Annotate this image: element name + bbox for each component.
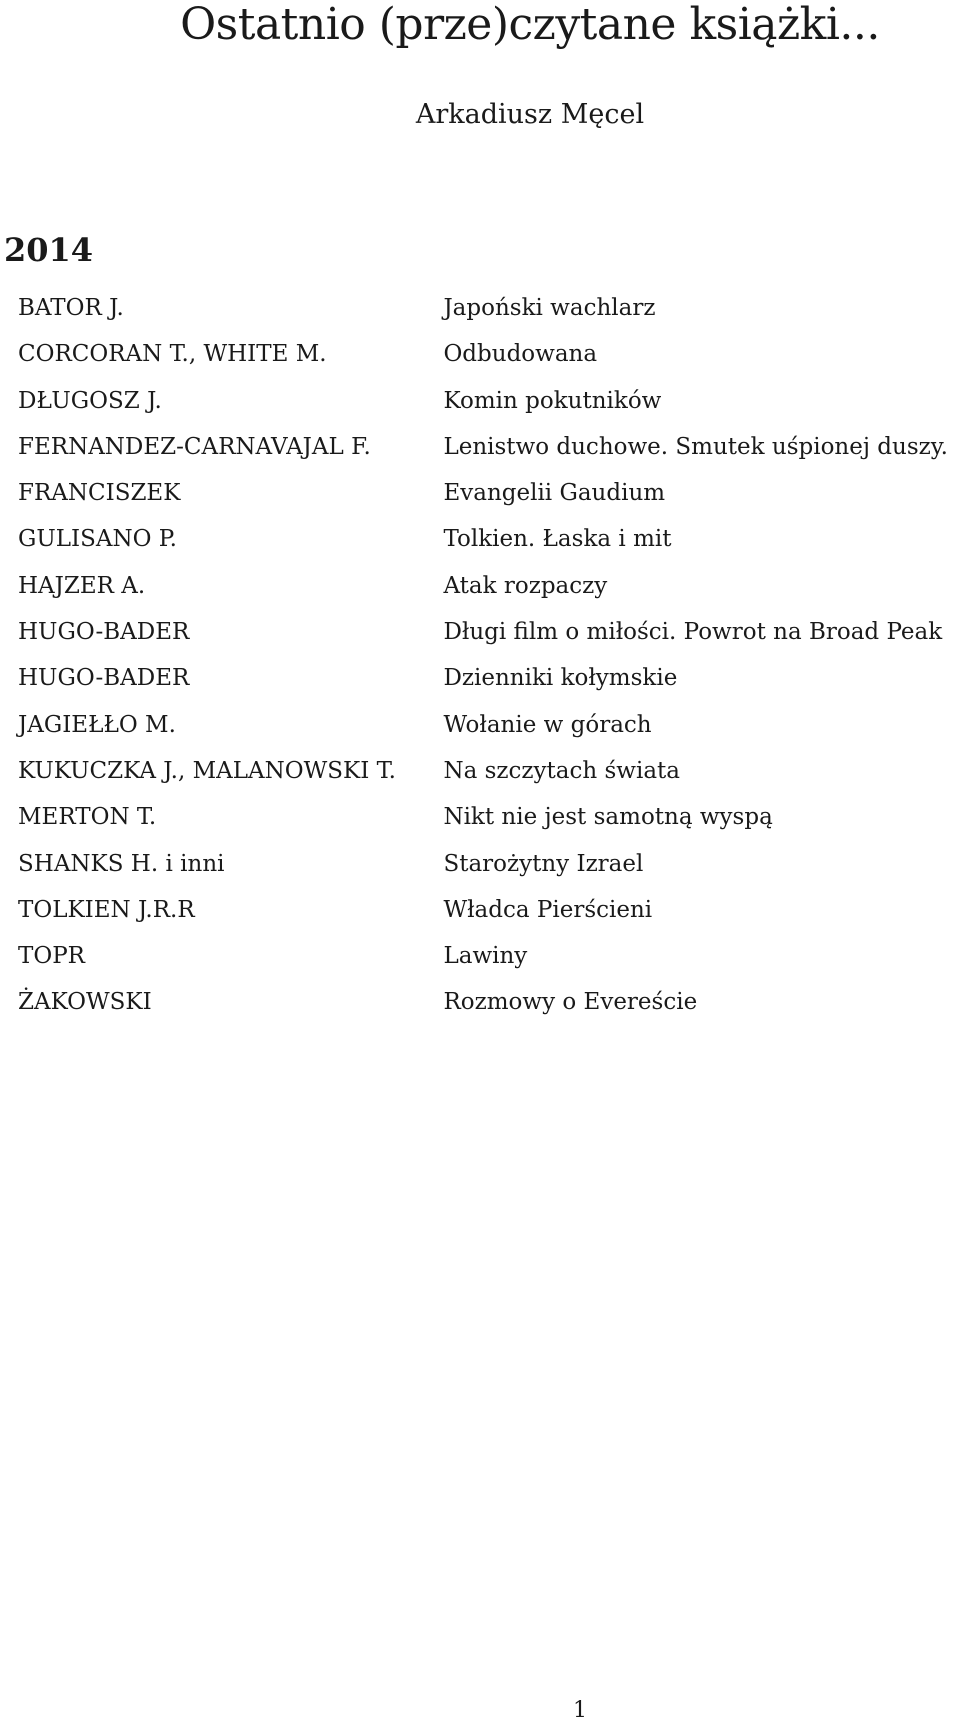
book-title: Na szczytach świata <box>443 757 680 784</box>
book-row <box>18 896 948 942</box>
book-row <box>18 525 948 571</box>
book-row <box>18 664 948 710</box>
book-author: CORCORAN T., WHITE M. <box>18 341 327 368</box>
book-author: ŻAKOWSKI <box>18 989 152 1016</box>
book-row <box>18 850 948 896</box>
book-title: Lawiny <box>443 943 528 970</box>
book-row <box>18 942 948 988</box>
book-author: FERNANDEZ-CARNAVAJAL F. <box>18 433 371 460</box>
page-number: 1 <box>573 1698 587 1723</box>
book-title: Atak rozpaczy <box>443 572 608 599</box>
book-row <box>18 387 948 433</box>
book-author: BATOR J. <box>18 295 124 321</box>
book-row <box>18 988 948 1034</box>
book-title: Komin pokutników <box>443 387 662 414</box>
book-author: HAJZER A. <box>18 572 146 599</box>
book-title: Nikt nie jest samotną wyspą <box>443 804 773 831</box>
book-author: TOLKIEN J.R.R <box>18 896 195 923</box>
book-title: Tolkien. Łaska i mit <box>443 526 672 553</box>
book-author: MERTON T. <box>18 804 157 831</box>
book-row <box>18 479 948 525</box>
book-author: SHANKS H. i inni <box>18 850 225 877</box>
book-title: Wołanie w górach <box>443 711 652 738</box>
year-heading: 2014 <box>4 231 94 269</box>
book-list <box>18 294 948 1035</box>
book-author: KUKUCZKA J., MALANOWSKI T. <box>18 757 396 784</box>
book-author: JAGIEŁŁO M. <box>18 711 176 738</box>
book-title: Lenistwo duchowe. Smutek uśpionej duszy. <box>443 433 948 460</box>
document-title: Ostatnio (prze)czytane książki... <box>180 0 880 50</box>
book-title: Evangelii Gaudium <box>443 480 666 507</box>
book-author: HUGO-BADER <box>18 619 190 646</box>
book-title: Starożytny Izrael <box>443 850 644 877</box>
book-row <box>18 757 948 803</box>
book-row <box>18 572 948 618</box>
document-author: Arkadiusz Męcel <box>415 99 645 130</box>
book-row <box>18 340 948 386</box>
book-title: Japoński wachlarz <box>443 295 656 321</box>
book-row <box>18 618 948 664</box>
book-row <box>18 433 948 479</box>
book-title: Długi film o miłości. Powrot na Broad Peak <box>443 619 943 646</box>
book-author: HUGO-BADER <box>18 665 190 692</box>
book-title: Odbudowana <box>443 341 598 368</box>
book-author: TOPR <box>18 943 85 970</box>
book-author: FRANCISZEK <box>18 480 181 507</box>
book-title: Władca Pierścieni <box>443 896 653 923</box>
book-title: Dzienniki kołymskie <box>443 665 678 692</box>
book-row <box>18 711 948 757</box>
book-row <box>18 803 948 849</box>
book-author: GULISANO P. <box>18 526 177 553</box>
book-title: Rozmowy o Evereście <box>443 989 698 1016</box>
book-row <box>18 294 948 340</box>
book-author: DŁUGOSZ J. <box>18 387 162 414</box>
